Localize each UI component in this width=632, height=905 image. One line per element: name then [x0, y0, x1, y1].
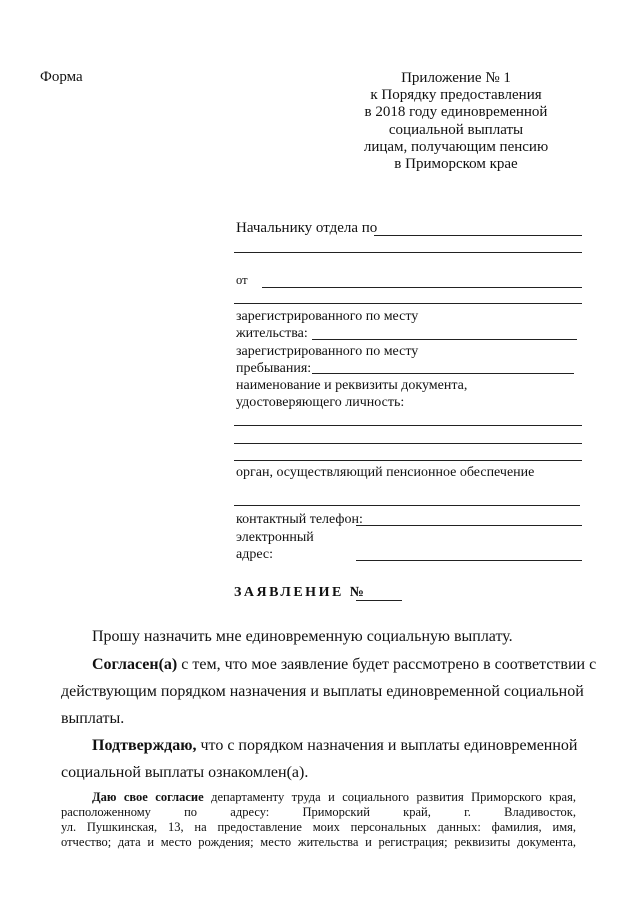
- pension-org-label: орган, осуществляющий пенсионное обеспечение: [236, 465, 535, 480]
- phone-label: контактный телефон:: [236, 512, 363, 527]
- paragraph-request: Прошу назначить мне единовременную социальную выплату.: [92, 628, 513, 645]
- document-title: ЗАЯВЛЕНИЕ №: [234, 585, 367, 600]
- phone-field[interactable]: [356, 525, 582, 526]
- id-doc-field-1[interactable]: [234, 425, 582, 426]
- consent-line1: [92, 790, 576, 805]
- email-label: электронный: [236, 530, 314, 545]
- consent-line3: ул. Пушкинская, 13, на предоставление моих персональных данных: фамилия, имя,: [61, 820, 576, 834]
- pension-org-field[interactable]: [234, 505, 580, 506]
- to-chief-label: Начальнику отдела по: [236, 220, 378, 236]
- consent-bold: Даю свое согласие: [92, 790, 204, 804]
- email-label-2: адрес:: [236, 547, 274, 562]
- appendix-line: лицам, получающим пенсию: [363, 138, 549, 155]
- reg-residence-label-2: жительства:: [236, 326, 308, 341]
- appendix-line: в 2018 году единовременной: [364, 104, 548, 121]
- from-field-line2[interactable]: [234, 303, 582, 304]
- email-field[interactable]: [356, 560, 582, 561]
- form-label: Форма: [40, 69, 83, 85]
- id-doc-label: наименование и реквизиты документа,: [236, 378, 468, 393]
- reg-stay-field[interactable]: [312, 373, 574, 374]
- appendix-line: социальной выплаты: [388, 121, 524, 138]
- consent-line4: отчество; дата и место рождения; место жительства и регистрация; реквизиты документа,: [61, 835, 576, 849]
- id-doc-field-2[interactable]: [234, 443, 582, 444]
- reg-residence-field[interactable]: [312, 339, 577, 340]
- consent-line2: расположенному по адресу: Приморский край, г. Владивосток,: [61, 805, 576, 819]
- appendix-line: Приложение № 1: [401, 70, 511, 86]
- reg-stay-label-2: пребывания:: [236, 361, 312, 376]
- appendix-line: в Приморском крае: [394, 156, 518, 173]
- id-doc-field-3[interactable]: [234, 460, 582, 461]
- consent-text: департаменту труда и социального развития Приморского края,: [203, 790, 576, 804]
- agree-text: с тем, что мое заявление будет рассмотрено в соответствии с: [177, 656, 597, 673]
- reg-stay-label: зарегистрированного по месту: [236, 344, 419, 359]
- paragraph-agree-line2: действующим порядком назначения и выплаты единовременной социальной: [61, 683, 584, 700]
- appendix-line: к Порядку предоставления: [370, 87, 542, 104]
- paragraph-confirm-line2: социальной выплаты ознакомлен(а).: [61, 764, 309, 781]
- from-label: от: [236, 273, 248, 287]
- application-number-field[interactable]: [356, 600, 402, 601]
- to-chief-field-line2[interactable]: [234, 252, 582, 253]
- agree-bold: Согласен(а): [92, 656, 178, 673]
- reg-residence-label: зарегистрированного по месту: [236, 309, 419, 324]
- id-doc-label-2: удостоверяющего личность:: [236, 395, 405, 410]
- from-field[interactable]: [262, 287, 582, 288]
- paragraph-confirm-line1: [92, 736, 576, 756]
- confirm-bold: Подтверждаю,: [92, 737, 197, 754]
- paragraph-agree-line1: [92, 655, 597, 675]
- paragraph-agree-line3: выплаты.: [61, 710, 125, 727]
- appendix-block: [330, 70, 582, 173]
- confirm-text: что с порядком назначения и выплаты единовременной: [196, 737, 578, 754]
- to-chief-field[interactable]: [374, 235, 582, 236]
